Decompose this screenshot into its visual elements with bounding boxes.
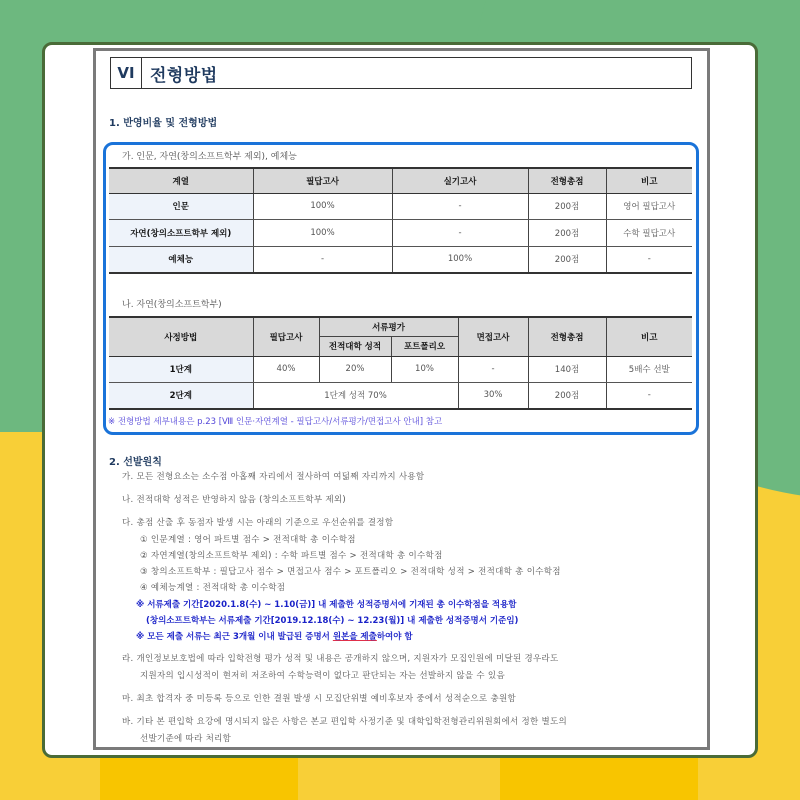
table-row (109, 356, 692, 382)
cell-total: 200점 (528, 219, 606, 246)
table-row (109, 246, 692, 273)
cell-interview: - (458, 356, 528, 382)
section1-heading: 1. 반영비율 및 전형방법 (109, 118, 218, 129)
cell-total: 200점 (528, 193, 606, 219)
note-originals: ※ 모든 제출 서류는 최근 3개월 이내 발급된 증명서 원본을 제출하여야 함 (136, 632, 413, 642)
note-credits: ※ 서류제출 기간[2020.1.8(수) ~ 1.10(금)] 내 제출한 성적증명서에 기재된 총 이수학점을 적용함 (136, 600, 517, 610)
rule-ma: 마. 최초 합격자 중 미등록 등으로 인한 결원 발생 시 모집단위별 예비후보자 중에서 성적순으로 충원함 (122, 694, 516, 704)
cell-group: 자연(창의소프트학부 제외) (109, 219, 253, 246)
table-row (109, 193, 692, 219)
cell-portfolio: 10% (391, 356, 458, 382)
header-total: 전형총점 (528, 317, 606, 356)
header-prev-grades: 전적대학 성적 (319, 336, 391, 356)
cell-note: - (606, 246, 692, 273)
table-row (109, 219, 692, 246)
rule-na: 나. 전적대학 성적은 반영하지 않음 (창의소프트학부 제외) (122, 495, 347, 505)
cell-practical: - (392, 193, 528, 219)
cell-note: 5배수 선발 (606, 356, 692, 382)
cell-stage: 1단계 (109, 356, 253, 382)
header-group: 계열 (109, 168, 253, 193)
rule-ba-1: 바. 기타 본 편입학 요강에 명시되지 않은 사항은 본교 편입학 사정기준 및 대학입학전형관리위원회에서 정한 별도의 (122, 717, 568, 727)
rule-da-3: ③ 창의소프트학부 : 필답고사 점수 > 면접고사 점수 > 포트폴리오 > 전적대학 성적 > 전적대학 총 이수학점 (140, 567, 561, 577)
header-note: 비고 (606, 168, 692, 193)
note-software: (창의소프트학부는 서류제출 기간[2019.12.18(수) ~ 12.23(월)] 내 제출한 성적증명서 기준임) (146, 616, 519, 626)
cell-stage: 2단계 (109, 382, 253, 409)
part-b-label: 나. 자연(창의소프트학부) (122, 300, 222, 310)
chapter-title-box (110, 57, 692, 89)
cell-total: 140점 (528, 356, 606, 382)
cell-note: - (606, 382, 692, 409)
cell-note: 수학 필답고사 (606, 219, 692, 246)
header-written: 필답고사 (253, 317, 319, 356)
header-total: 전형총점 (528, 168, 606, 193)
cell-interview: 30% (458, 382, 528, 409)
rule-da: 다. 총점 산출 후 동점자 발생 시는 아래의 기준으로 우선순위를 결정함 (122, 518, 394, 528)
header-method: 사정방법 (109, 317, 253, 356)
rule-ra-2: 지원자의 입시성적이 현저히 저조하여 수학능력이 없다고 판단되는 자는 선발하지 않을 수 있음 (140, 671, 505, 681)
cell-written: - (253, 246, 392, 273)
underlined-text: 원본을 제출 (332, 632, 377, 642)
part-b-table (109, 316, 692, 410)
header-written: 필답고사 (253, 168, 392, 193)
table-row (109, 382, 692, 409)
rule-ba-2: 선발기준에 따라 처리함 (140, 734, 232, 744)
cell-total: 200점 (528, 246, 606, 273)
rule-da-2: ② 자연계열(창의소프트학부 제외) : 수학 파트별 점수 > 전적대학 총 이수학점 (140, 551, 443, 561)
part-a-label: 가. 인문, 자연(창의소프트학부 제외), 예체능 (122, 152, 297, 162)
cell-written: 100% (253, 219, 392, 246)
section2-heading: 2. 선발원칙 (109, 457, 162, 468)
cell-note: 영어 필답고사 (606, 193, 692, 219)
cell-prev-grades: 20% (319, 356, 391, 382)
reference-footnote: ※ 전형방법 세부내용은 p.23 [Ⅷ 인문·자연계열 - 필답고사/서류평가/면접고사 안내] 참고 (108, 417, 443, 427)
rule-ga: 가. 모든 전형요소는 소수점 아홉째 자리에서 절사하여 여덟째 자리까지 사용함 (122, 472, 425, 482)
header-practical: 실기고사 (392, 168, 528, 193)
rule-da-4: ④ 예체능계열 : 전적대학 총 이수학점 (140, 583, 286, 593)
header-note: 비고 (606, 317, 692, 356)
cell-total: 200점 (528, 382, 606, 409)
cell-practical: - (392, 219, 528, 246)
header-portfolio: 포트폴리오 (391, 336, 458, 356)
rule-da-1: ① 인문계열 : 영어 파트별 점수 > 전적대학 총 이수학점 (140, 535, 356, 545)
rule-ra-1: 라. 개인정보보호법에 따라 입학전형 평가 성적 및 내용은 공개하지 않으며, 지원자가 모집인원에 미달된 경우라도 (122, 654, 559, 664)
header-interview: 면접고사 (458, 317, 528, 356)
part-a-table (109, 167, 692, 274)
cell-written: 100% (253, 193, 392, 219)
cell-group: 인문 (109, 193, 253, 219)
chapter-title: 전형방법 (150, 65, 218, 86)
chapter-number: VI (111, 58, 142, 88)
cell-written: 40% (253, 356, 319, 382)
document-page (93, 48, 710, 750)
cell-stage1-score: 1단계 성적 70% (253, 382, 458, 409)
header-documents: 서류평가 (319, 317, 458, 336)
cell-practical: 100% (392, 246, 528, 273)
cell-group: 예체능 (109, 246, 253, 273)
